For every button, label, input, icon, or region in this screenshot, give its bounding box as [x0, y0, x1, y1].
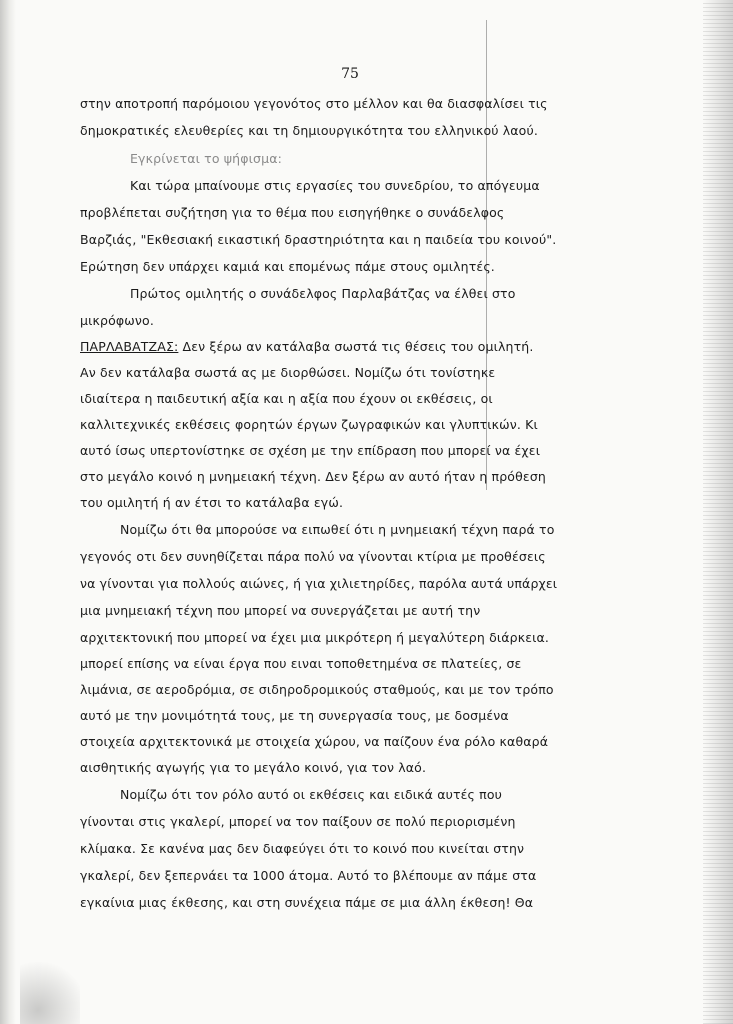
text-line: Βαρζιάς, "Εκθεσιακή εικαστική δραστηριότητα και η παιδεία του κοινού".	[80, 232, 557, 247]
text-line: δημοκρατικές ελευθερίες και τη δημιουργικότητα του ελληνικού λαού.	[80, 123, 538, 138]
text-line: γκαλερί, δεν ξεπερνάει τα 1000 άτομα. Αυτό το βλέπουμε αν πάμε στα	[80, 868, 537, 883]
text-line: στην αποτροπή παρόμοιου γεγονότος στο μέλλον και θα διασφαλίσει τις	[80, 96, 548, 111]
text-line: Και τώρα μπαίνουμε στις εργασίες του συνεδρίου, το απόγευμα	[130, 178, 540, 193]
scan-shadow-left	[0, 0, 16, 1024]
text-line: μπορεί επίσης να είναι έργα που ειναι τοποθετημένα σε πλατείες, σε	[80, 656, 522, 671]
page-number: 75	[341, 66, 359, 82]
scan-noise-right	[703, 0, 733, 1024]
text-line: προβλέπεται συζήτηση για το θέμα που εισηγήθηκε ο συνάδελφος	[80, 205, 505, 220]
speaker-text: Δεν ξέρω αν κατάλαβα σωστά τις θέσεις του ομιλητή.	[178, 339, 534, 354]
resolution-approved-line: Εγκρίνεται το ψήφισμα:	[130, 151, 282, 166]
text-line: ιδιαίτερα η παιδευτική αξία και η αξία που έχουν οι εκθέσεις, οι	[80, 391, 493, 406]
text-line: στοιχεία αρχιτεκτονικά με στοιχεία χώρου, να παίζουν ένα ρόλο καθαρά	[80, 734, 549, 749]
text-line: μια μνημειακή τέχνη που μπορεί να συνεργάζεται με αυτή την	[80, 603, 481, 618]
text-line: εγκαίνια μιας έκθεσης, και στη συνέχεια πάμε σε μια άλλη έκθεση! Θα	[80, 895, 534, 910]
text-line: Νομίζω ότι θα μπορούσε να ειπωθεί ότι η μνημειακή τέχνη παρά το	[120, 522, 555, 537]
text-line: αυτό με την μονιμότητά τους, με τη συνεργασία τους, με δοσμένα	[80, 708, 509, 723]
scan-smudge	[20, 954, 80, 1024]
text-line: γεγονός οτι δεν συνηθίζεται πάρα πολύ να γίνονται κτίρια με προθέσεις	[80, 549, 546, 564]
speaker-line	[80, 339, 533, 354]
text-line: Αν δεν κατάλαβα σωστά ας με διορθώσει. Νομίζω ότι τονίστηκε	[80, 365, 496, 380]
text-line: λιμάνια, σε αεροδρόμια, σε σιδηροδρομικούς σταθμούς, και με τον τρόπο	[80, 682, 554, 697]
text-line: Ερώτηση δεν υπάρχει καμιά και επομένως πάμε στους ομιλητές.	[80, 259, 495, 274]
text-line: Πρώτος ομιλητής ο συνάδελφος Παρλαβάτζας να έλθει στο	[130, 286, 516, 301]
text-line: στο μεγάλο κοινό η μνημειακή τέχνη. Δεν ξέρω αν αυτό ήταν η πρόθεση	[80, 469, 546, 484]
speaker-name: ΠΑΡΛΑΒΑΤΖΑΣ:	[80, 339, 179, 354]
text-line: αισθητικής αγωγής για το μεγάλο κοινό, για τον λαό.	[80, 760, 427, 775]
text-line: του ομιλητή ή αν έτσι το κατάλαβα εγώ.	[80, 495, 344, 510]
text-line: αυτό ίσως υπερτονίστηκε σε σχέση με την επίδραση που μπορεί να έχει	[80, 443, 541, 458]
text-line: γίνονται στις γκαλερί, μπορεί να τον παίξουν σε πολύ περιορισμένη	[80, 814, 516, 829]
text-line: αρχιτεκτονική που μπορεί να έχει μια μικρότερη ή μεγαλύτερη διάρκεια.	[80, 630, 550, 645]
text-line: καλλιτεχνικές εκθέσεις φορητών έργων ζωγραφικών και γλυπτικών. Κι	[80, 417, 538, 432]
text-line: κλίμακα. Σε κανένα μας δεν διαφεύγει ότι το κοινό που κινείται στην	[80, 841, 525, 856]
text-line: να γίνονται για πολλούς αιώνες, ή για χιλιετηρίδες, παρόλα αυτά υπάρχει	[80, 576, 558, 591]
text-line: μικρόφωνο.	[80, 313, 154, 328]
text-line: Νομίζω ότι τον ρόλο αυτό οι εκθέσεις και ειδικά αυτές που	[120, 787, 503, 802]
